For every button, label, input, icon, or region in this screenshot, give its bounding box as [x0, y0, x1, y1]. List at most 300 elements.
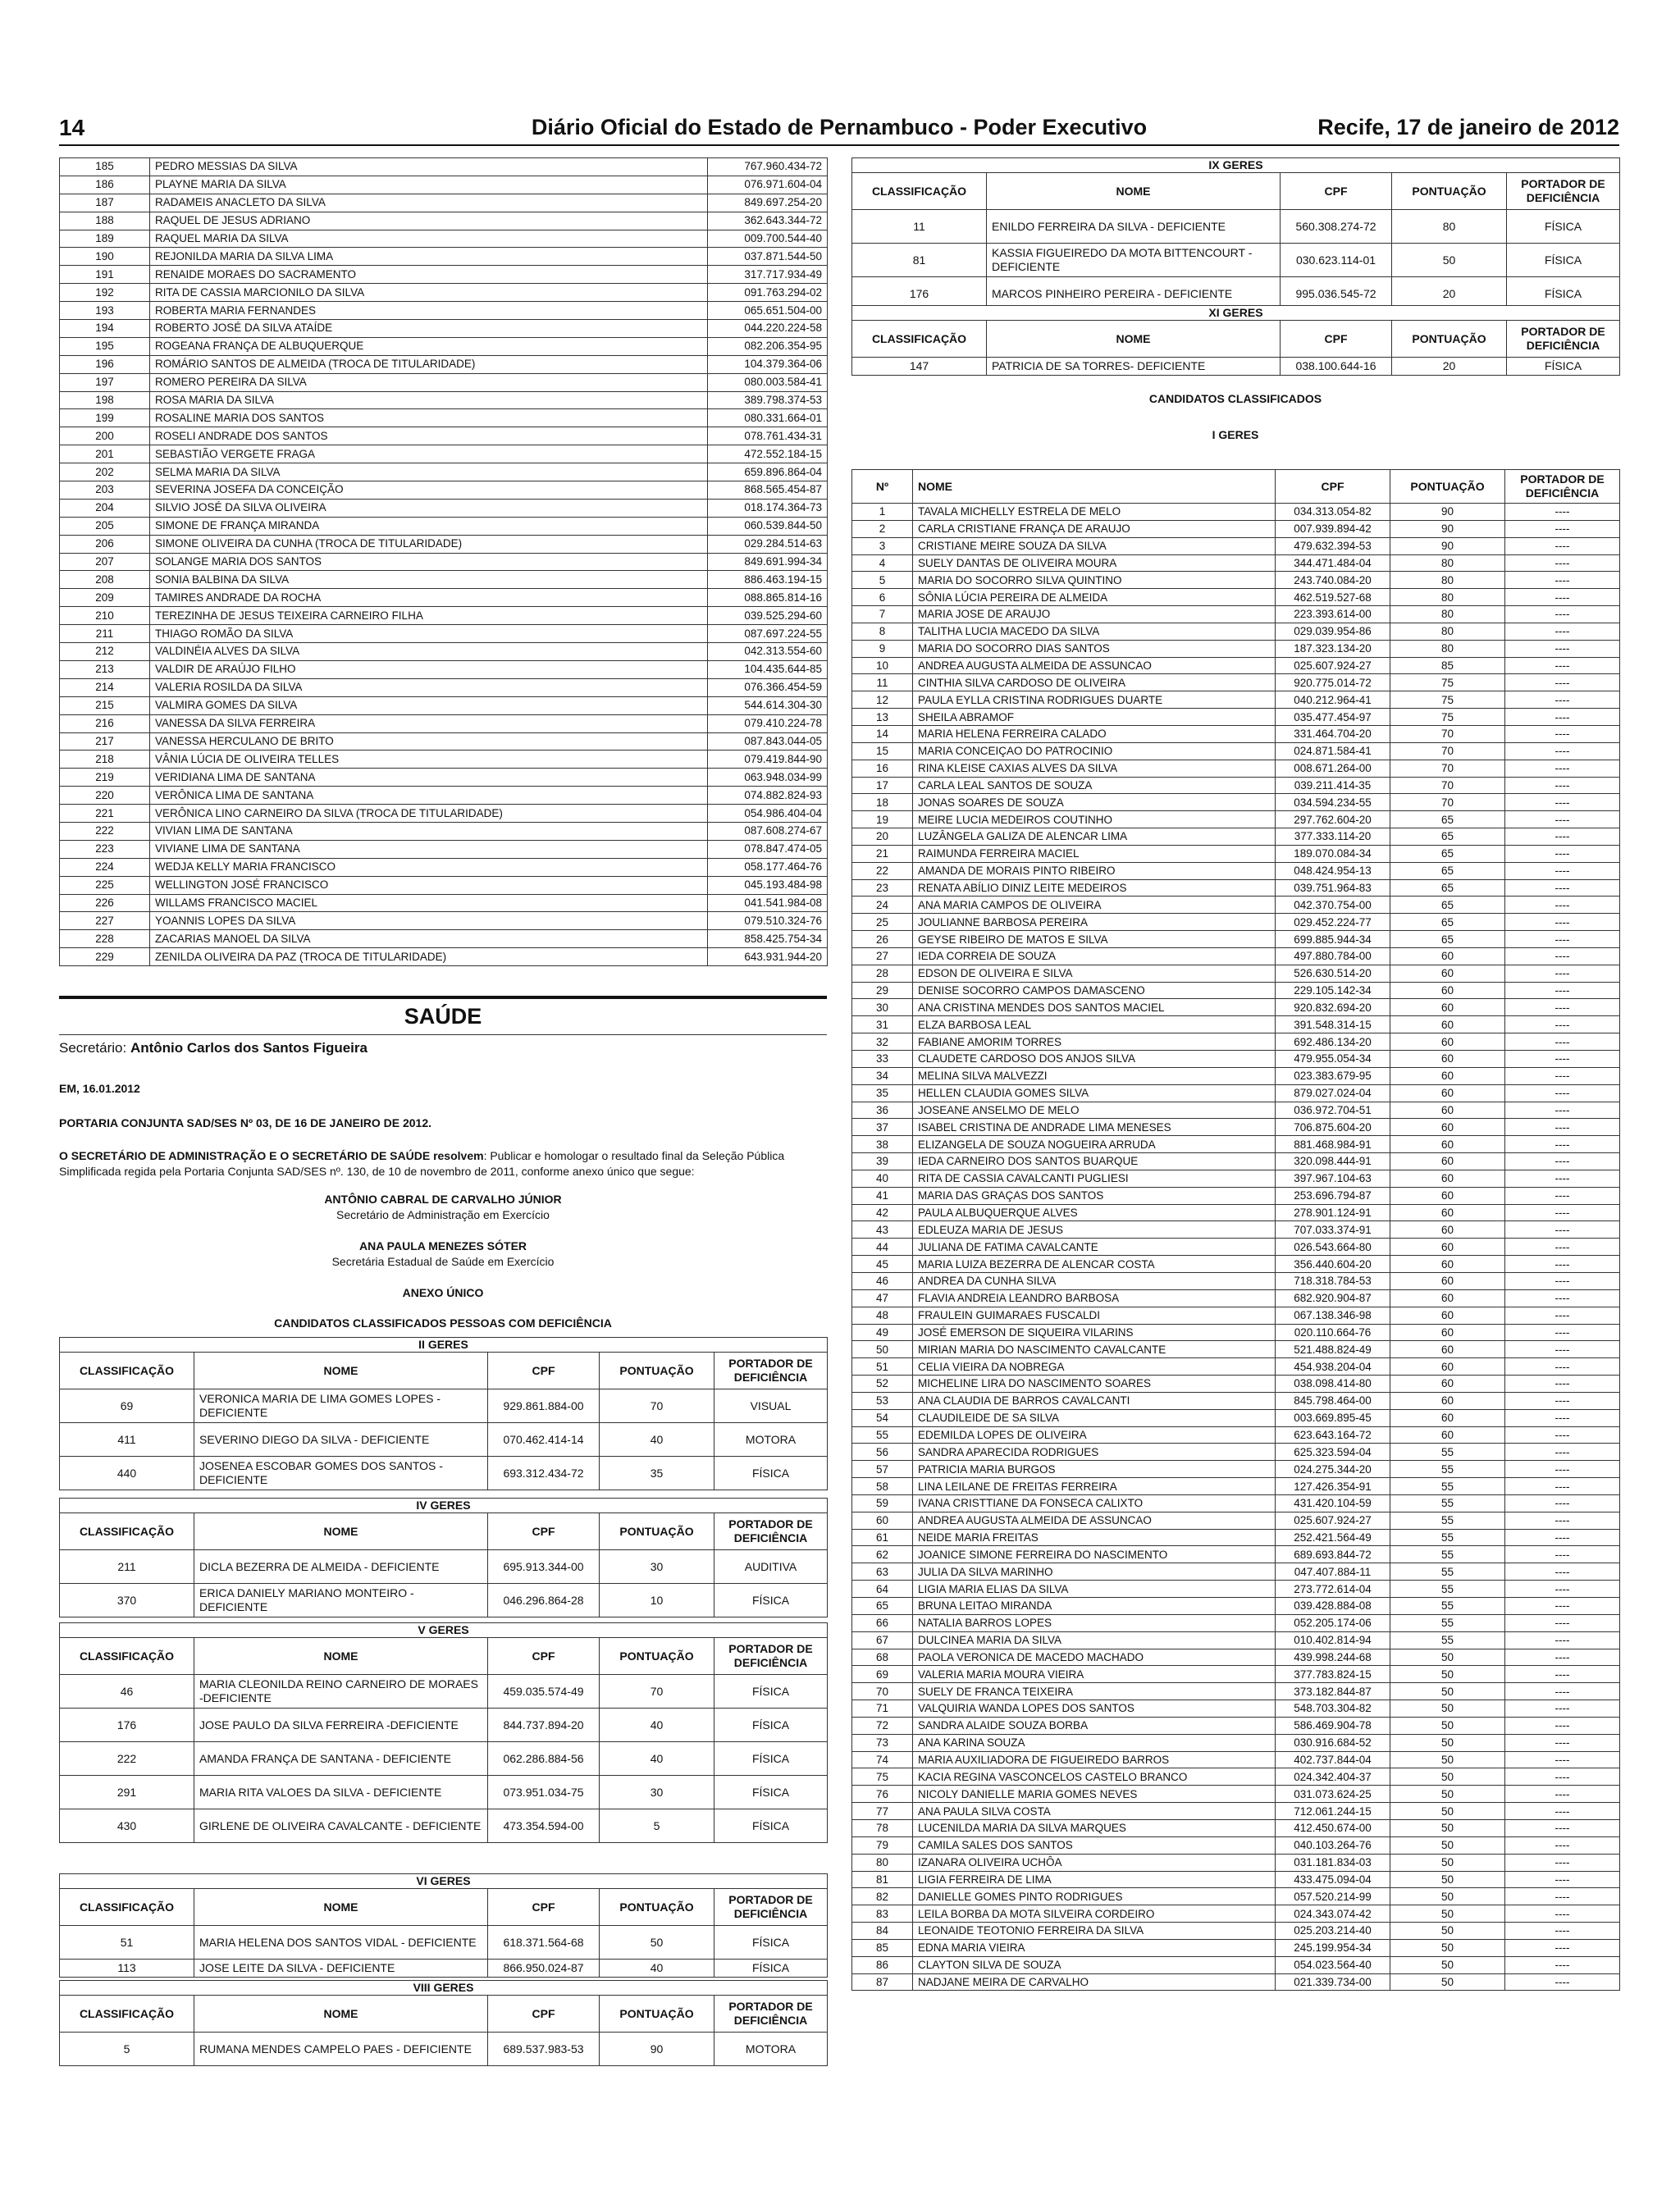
header-portador: PORTADOR DE DEFICIÊNCIA	[714, 1889, 828, 1926]
row-name: SONIA BALBINA DA SILVA	[150, 571, 708, 589]
row-portador: ----	[1505, 1239, 1620, 1256]
header-pontuacao: PONTUAÇÃO	[600, 1889, 714, 1926]
row-name: PEDRO MESSIAS DA SILVA	[150, 158, 708, 176]
row-name: VIVIAN LIMA DE SANTANA	[150, 822, 708, 840]
row-name: REJONILDA MARIA DA SILVA LIMA	[150, 248, 708, 266]
row-portador: ----	[1505, 1512, 1620, 1529]
pcd-title: CANDIDATOS CLASSIFICADOS PESSOAS COM DEFICIÊNCIA	[274, 1316, 612, 1330]
table-row	[852, 1084, 1620, 1102]
table-row	[852, 1581, 1620, 1598]
row-name: ROSALINE MARIA DOS SANTOS	[150, 409, 708, 427]
row-number: 49	[852, 1324, 913, 1341]
row-portador: ----	[1505, 1204, 1620, 1221]
row-name: AMANDA FRANÇA DE SANTANA - DEFICIENTE	[194, 1742, 488, 1776]
row-portador: ----	[1505, 914, 1620, 931]
geres-title: IV GERES	[60, 1499, 828, 1513]
row-number: 17	[852, 777, 913, 794]
row-cpf: 082.206.354-95	[708, 337, 828, 355]
row-portador: FÍSICA	[714, 1809, 828, 1843]
row-number: 71	[852, 1700, 913, 1718]
row-portador: ----	[1505, 1581, 1620, 1598]
table-row	[852, 1376, 1620, 1393]
row-number: 15	[852, 742, 913, 760]
row-number: 39	[852, 1153, 913, 1170]
row-pontuacao: 50	[1390, 1854, 1505, 1871]
row-cpf: 297.762.604-20	[1276, 811, 1390, 828]
row-number: 86	[852, 1956, 913, 1973]
table-row	[60, 894, 828, 912]
row-number: 206	[60, 535, 150, 553]
row-pontuacao: 60	[1390, 1067, 1505, 1084]
row-number: 194	[60, 320, 150, 338]
row-cpf: 024.343.074-42	[1276, 1905, 1390, 1923]
table-row	[60, 535, 828, 553]
row-cpf: 003.669.895-45	[1276, 1409, 1390, 1426]
row-name: JONAS SOARES DE SOUZA	[913, 794, 1276, 811]
row-pontuacao: 50	[1390, 1819, 1505, 1836]
row-name: ANA CRISTINA MENDES DOS SANTOS MACIEL	[913, 999, 1276, 1016]
row-name: VÂNIA LÚCIA DE OLIVEIRA TELLES	[150, 751, 708, 769]
row-pontuacao: 85	[1390, 657, 1505, 674]
table-row	[60, 445, 828, 463]
geres-table	[851, 305, 1620, 376]
table-row	[60, 1926, 828, 1960]
table-row	[852, 1478, 1620, 1495]
table-header	[60, 1889, 828, 1926]
table-row	[60, 840, 828, 858]
row-portador: ----	[1505, 777, 1620, 794]
row-number: 38	[852, 1136, 913, 1153]
header-nome: NOME	[987, 321, 1281, 358]
row-number: 58	[852, 1478, 913, 1495]
row-name: ANA KARINA SOUZA	[913, 1734, 1276, 1751]
row-name: VALQUIRIA WANDA LOPES DOS SANTOS	[913, 1700, 1276, 1718]
row-cpf: 065.651.504-00	[708, 302, 828, 320]
row-portador: FÍSICA	[1507, 277, 1620, 311]
table-row	[60, 858, 828, 876]
geres-title-row	[60, 1981, 828, 1996]
row-pontuacao: 50	[1390, 1666, 1505, 1683]
row-cpf: 024.275.344-20	[1276, 1461, 1390, 1478]
row-pontuacao: 55	[1390, 1512, 1505, 1529]
row-portador: ----	[1505, 691, 1620, 709]
row-portador: ----	[1505, 1751, 1620, 1768]
geres-title-row	[852, 306, 1620, 321]
header-classificacao: CLASSIFICAÇÃO	[60, 1889, 194, 1926]
row-cpf: 767.960.434-72	[708, 158, 828, 176]
row-portador: ----	[1505, 1289, 1620, 1307]
row-cpf: 087.697.224-55	[708, 625, 828, 643]
row-name: MARIA DAS GRAÇAS DOS SANTOS	[913, 1187, 1276, 1204]
row-cpf: 024.342.404-37	[1276, 1768, 1390, 1786]
row-cpf: 712.061.244-15	[1276, 1803, 1390, 1820]
row-name: TALITHA LUCIA MACEDO DA SILVA	[913, 623, 1276, 640]
row-cpf: 718.318.784-53	[1276, 1272, 1390, 1289]
row-pontuacao: 50	[1390, 1768, 1505, 1786]
row-pontuacao: 55	[1390, 1546, 1505, 1563]
row-pontuacao: 70	[600, 1389, 714, 1423]
row-portador: ----	[1505, 725, 1620, 742]
date-line: EM, 16.01.2012	[59, 1082, 140, 1095]
row-name: CLAYTON SILVA DE SOUZA	[913, 1956, 1276, 1973]
list-left-table	[59, 157, 828, 966]
row-pontuacao: 55	[1390, 1631, 1505, 1649]
row-pontuacao: 55	[1390, 1581, 1505, 1598]
row-name: PLAYNE MARIA DA SILVA	[150, 176, 708, 194]
table-row	[852, 210, 1620, 244]
row-cpf: 389.798.374-53	[708, 391, 828, 409]
table-row	[852, 845, 1620, 862]
signatory-2-name: ANA PAULA MENEZES SÓTER	[358, 1239, 527, 1252]
table-row	[60, 1809, 828, 1843]
table-row	[852, 640, 1620, 657]
table-row	[60, 176, 828, 194]
row-number: 5	[852, 572, 913, 589]
row-portador: ----	[1505, 1307, 1620, 1324]
table-row	[852, 520, 1620, 537]
row-portador: ----	[1505, 1051, 1620, 1068]
row-name: ZACARIAS MANOEL DA SILVA	[150, 930, 708, 948]
header-pontuacao: PONTUAÇÃO	[600, 1353, 714, 1389]
row-name: ROBERTA MARIA FERNANDES	[150, 302, 708, 320]
row-name: PAOLA VERONICA DE MACEDO MACHADO	[913, 1649, 1276, 1666]
row-name: JOULIANNE BARBOSA PEREIRA	[913, 914, 1276, 931]
page-header	[59, 115, 1619, 146]
row-pontuacao: 50	[600, 1926, 714, 1960]
row-number: 81	[852, 1871, 913, 1888]
row-cpf: 526.630.514-20	[1276, 965, 1390, 982]
table-row	[852, 1341, 1620, 1358]
signatory-1-role: Secretário de Administração em Exercício	[336, 1208, 550, 1221]
row-cpf: 920.832.694-20	[1276, 999, 1390, 1016]
header-cpf: CPF	[1281, 321, 1392, 358]
row-pontuacao: 90	[1390, 504, 1505, 521]
row-cpf: 029.452.224-77	[1276, 914, 1390, 931]
row-number: 28	[852, 965, 913, 982]
row-cpf: 391.548.314-15	[1276, 1016, 1390, 1033]
row-cpf: 018.174.364-73	[708, 499, 828, 517]
table-row	[852, 537, 1620, 554]
row-portador: ----	[1505, 1700, 1620, 1718]
row-number: 61	[852, 1529, 913, 1546]
row-cpf: 459.035.574-49	[488, 1675, 600, 1709]
row-portador: ----	[1505, 572, 1620, 589]
row-cpf: 024.871.584-41	[1276, 742, 1390, 760]
row-cpf: 187.323.134-20	[1276, 640, 1390, 657]
table-row	[60, 230, 828, 248]
row-cpf: 079.419.844-90	[708, 751, 828, 769]
row-number: 3	[852, 537, 913, 554]
row-portador: ----	[1505, 1102, 1620, 1119]
table-row	[60, 463, 828, 481]
table-row	[60, 391, 828, 409]
row-name: CRISTIANE MEIRE SOUZA DA SILVA	[913, 537, 1276, 554]
row-pontuacao: 65	[1390, 914, 1505, 931]
row-pontuacao: 70	[1390, 794, 1505, 811]
row-cpf: 548.703.304-82	[1276, 1700, 1390, 1718]
table-row	[852, 1529, 1620, 1546]
row-pontuacao: 50	[1390, 1871, 1505, 1888]
geres-table	[59, 1873, 828, 1978]
table-row	[60, 1742, 828, 1776]
row-number: 41	[852, 1187, 913, 1204]
row-cpf: 462.519.527-68	[1276, 589, 1390, 606]
row-number: 27	[852, 947, 913, 965]
row-cpf: 021.339.734-00	[1276, 1973, 1390, 1991]
table-row	[852, 1854, 1620, 1871]
table-row	[852, 1786, 1620, 1803]
row-cpf: 052.205.174-06	[1276, 1614, 1390, 1631]
table-row	[60, 643, 828, 661]
table-row	[852, 1016, 1620, 1033]
row-cpf: 431.420.104-59	[1276, 1494, 1390, 1512]
header-cpf: CPF	[488, 1889, 600, 1926]
row-cpf: 048.424.954-13	[1276, 862, 1390, 879]
section-heading-saude: SAÚDE	[404, 1004, 482, 1029]
row-cpf: 858.425.754-34	[708, 930, 828, 948]
table-row	[60, 751, 828, 769]
row-portador: ----	[1505, 1563, 1620, 1581]
table-row	[852, 1051, 1620, 1068]
table-row	[60, 266, 828, 284]
row-name: EDNA MARIA VIEIRA	[913, 1939, 1276, 1956]
row-pontuacao: 20	[1392, 277, 1507, 311]
row-cpf: 659.896.864-04	[708, 463, 828, 481]
row-pontuacao: 50	[1390, 1939, 1505, 1956]
row-name: MIRIAN MARIA DO NASCIMENTO CAVALCANTE	[913, 1341, 1276, 1358]
row-name: MELINA SILVA MALVEZZI	[913, 1067, 1276, 1084]
row-portador: ----	[1505, 1871, 1620, 1888]
row-name: VERÔNICA LIMA DE SANTANA	[150, 787, 708, 805]
row-number: 48	[852, 1307, 913, 1324]
row-number: 224	[60, 858, 150, 876]
row-name: RUMANA MENDES CAMPELO PAES - DEFICIENTE	[194, 2033, 488, 2066]
signatory-1-name: ANTÔNIO CABRAL DE CARVALHO JÚNIOR	[324, 1193, 562, 1206]
table-row	[852, 1358, 1620, 1376]
row-pontuacao: 75	[1390, 674, 1505, 691]
row-number: 53	[852, 1392, 913, 1409]
table-row	[60, 194, 828, 212]
row-cpf: 433.475.094-04	[1276, 1871, 1390, 1888]
row-portador: ----	[1505, 1666, 1620, 1683]
header-classificacao: CLASSIFICAÇÃO	[60, 1638, 194, 1675]
row-number: 26	[852, 931, 913, 948]
row-pontuacao: 60	[1390, 965, 1505, 982]
row-pontuacao: 60	[1390, 947, 1505, 965]
table-row	[852, 1751, 1620, 1768]
row-name: MARIA DO SOCORRO DIAS SANTOS	[913, 640, 1276, 657]
row-portador: ----	[1505, 828, 1620, 846]
row-name: GEYSE RIBEIRO DE MATOS E SILVA	[913, 931, 1276, 948]
row-cpf: 920.775.014-72	[1276, 674, 1390, 691]
table-row	[852, 1170, 1620, 1187]
row-name: DICLA BEZERRA DE ALMEIDA - DEFICIENTE	[194, 1550, 488, 1584]
row-name: LIGIA FERREIRA DE LIMA	[913, 1871, 1276, 1888]
row-cpf: 034.313.054-82	[1276, 504, 1390, 521]
row-name: MARIA DO SOCORRO SILVA QUINTINO	[913, 572, 1276, 589]
row-name: RENATA ABÍLIO DINIZ LEITE MEDEIROS	[913, 879, 1276, 897]
row-name: CELIA VIEIRA DA NOBREGA	[913, 1358, 1276, 1376]
row-portador: ----	[1505, 1358, 1620, 1376]
row-cpf: 560.308.274-72	[1281, 210, 1392, 244]
row-portador: ----	[1505, 554, 1620, 572]
row-name: CARLA LEAL SANTOS DE SOUZA	[913, 777, 1276, 794]
row-cpf: 036.972.704-51	[1276, 1102, 1390, 1119]
row-number: 23	[852, 879, 913, 897]
row-pontuacao: 60	[1390, 1239, 1505, 1256]
row-portador: ----	[1505, 504, 1620, 521]
row-cpf: 073.951.034-75	[488, 1776, 600, 1809]
row-pontuacao: 60	[1390, 1307, 1505, 1324]
i-geres-table	[851, 469, 1620, 1991]
row-pontuacao: 40	[600, 1709, 714, 1742]
row-cpf: 373.182.844-87	[1276, 1683, 1390, 1700]
row-portador: ----	[1505, 623, 1620, 640]
row-cpf: 046.296.864-28	[488, 1584, 600, 1617]
row-number: 55	[852, 1426, 913, 1444]
row-number: 9	[852, 640, 913, 657]
row-cpf: 689.693.844-72	[1276, 1546, 1390, 1563]
row-portador: ----	[1505, 674, 1620, 691]
row-name: VANESSA HERCULANO DE BRITO	[150, 732, 708, 751]
row-cpf: 317.717.934-49	[708, 266, 828, 284]
row-portador: ----	[1505, 1717, 1620, 1734]
row-name: WEDJA KELLY MARIA FRANCISCO	[150, 858, 708, 876]
row-pontuacao: 90	[1390, 537, 1505, 554]
row-name: MEIRE LUCIA MEDEIROS COUTINHO	[913, 811, 1276, 828]
row-cpf: 929.861.884-00	[488, 1389, 600, 1423]
row-name: LINA LEILANE DE FREITAS FERREIRA	[913, 1478, 1276, 1495]
row-pontuacao: 65	[1390, 845, 1505, 862]
geres-table	[59, 1622, 828, 1843]
table-row	[852, 1717, 1620, 1734]
table-row	[852, 931, 1620, 948]
row-number: 215	[60, 696, 150, 714]
row-cpf: 074.882.824-93	[708, 787, 828, 805]
row-pontuacao: 50	[1390, 1683, 1505, 1700]
row-name: DANIELLE GOMES PINTO RODRIGUES	[913, 1888, 1276, 1905]
row-name: FLAVIA ANDREIA LEANDRO BARBOSA	[913, 1289, 1276, 1307]
row-cpf: 849.697.254-20	[708, 194, 828, 212]
row-portador: ----	[1505, 1324, 1620, 1341]
row-cpf: 010.402.814-94	[1276, 1631, 1390, 1649]
row-number: 31	[852, 1016, 913, 1033]
row-pontuacao: 40	[600, 1960, 714, 1978]
row-cpf: 625.323.594-04	[1276, 1444, 1390, 1461]
row-name: ROSELI ANDRADE DOS SANTOS	[150, 427, 708, 445]
row-name: PAULA EYLLA CRISTINA RODRIGUES DUARTE	[913, 691, 1276, 709]
table-row	[60, 553, 828, 571]
table-row	[60, 589, 828, 607]
row-name: ROSA MARIA DA SILVA	[150, 391, 708, 409]
classificados-title: CANDIDATOS CLASSIFICADOS	[1148, 392, 1322, 405]
table-row	[852, 1307, 1620, 1324]
header-portador: PORTADOR DE DEFICIÊNCIA	[714, 1996, 828, 2033]
table-row	[852, 606, 1620, 623]
row-pontuacao: 50	[1390, 1751, 1505, 1768]
table-row	[60, 409, 828, 427]
row-pontuacao: 30	[600, 1550, 714, 1584]
row-name: RENAIDE MORAES DO SACRAMENTO	[150, 266, 708, 284]
row-cpf: 025.607.924-27	[1276, 1512, 1390, 1529]
row-pontuacao: 50	[1390, 1700, 1505, 1718]
table-row	[852, 999, 1620, 1016]
row-number: 210	[60, 607, 150, 625]
table-row	[852, 1444, 1620, 1461]
row-classificacao: 46	[60, 1675, 194, 1709]
table-row	[60, 678, 828, 696]
row-name: HELLEN CLAUDIA GOMES SILVA	[913, 1084, 1276, 1102]
table-row	[852, 879, 1620, 897]
table-row	[852, 1836, 1620, 1854]
row-portador: MOTORA	[714, 2033, 828, 2066]
table-row	[852, 589, 1620, 606]
row-number: 51	[852, 1358, 913, 1376]
row-number: 33	[852, 1051, 913, 1068]
row-pontuacao: 65	[1390, 879, 1505, 897]
row-name: SUELY DANTAS DE OLIVEIRA MOURA	[913, 554, 1276, 572]
row-number: 200	[60, 427, 150, 445]
header-nome: NOME	[194, 1513, 488, 1550]
row-portador: ----	[1505, 1392, 1620, 1409]
row-name: VERÔNICA LINO CARNEIRO DA SILVA (TROCA DE TITULARIDADE)	[150, 805, 708, 823]
row-pontuacao: 60	[1390, 1084, 1505, 1102]
row-name: RITA DE CASSIA MARCIONILO DA SILVA	[150, 284, 708, 302]
row-number: 188	[60, 212, 150, 230]
row-name: KACIA REGINA VASCONCELOS CASTELO BRANCO	[913, 1768, 1276, 1786]
row-cpf: 031.073.624-25	[1276, 1786, 1390, 1803]
row-cpf: 007.939.894-42	[1276, 520, 1390, 537]
row-cpf: 320.098.444-91	[1276, 1153, 1390, 1170]
table-row	[60, 1709, 828, 1742]
row-number: 63	[852, 1563, 913, 1581]
row-number: 219	[60, 769, 150, 787]
row-number: 6	[852, 589, 913, 606]
table-row	[852, 1033, 1620, 1051]
row-cpf: 868.565.454-87	[708, 481, 828, 500]
row-cpf: 127.426.354-91	[1276, 1478, 1390, 1495]
row-number: 40	[852, 1170, 913, 1187]
row-number: 222	[60, 822, 150, 840]
geres-title-row	[60, 1499, 828, 1513]
row-number: 1	[852, 504, 913, 521]
row-classificacao: 11	[852, 210, 987, 244]
row-portador: FÍSICA	[714, 1584, 828, 1617]
row-number: 59	[852, 1494, 913, 1512]
row-number: 189	[60, 230, 150, 248]
table-row	[852, 897, 1620, 914]
row-name: ERICA DANIELY MARIANO MONTEIRO - DEFICIENTE	[194, 1584, 488, 1617]
section-rule	[59, 996, 827, 999]
table-row	[852, 794, 1620, 811]
row-name: SEVERINA JOSEFA DA CONCEIÇÃO	[150, 481, 708, 500]
row-portador: ----	[1505, 897, 1620, 914]
row-portador: FÍSICA	[714, 1457, 828, 1490]
row-name: JOANICE SIMONE FERREIRA DO NASCIMENTO	[913, 1546, 1276, 1563]
table-row	[60, 2033, 828, 2066]
row-portador: ----	[1505, 931, 1620, 948]
row-portador: ----	[1505, 606, 1620, 623]
table-row	[852, 742, 1620, 760]
row-cpf: 057.520.214-99	[1276, 1888, 1390, 1905]
row-name: MARIA AUXILIADORA DE FIGUEIREDO BARROS	[913, 1751, 1276, 1768]
publication-date: Recife, 17 de janeiro de 2012	[1317, 115, 1619, 139]
row-name: PATRICIA MARIA BURGOS	[913, 1461, 1276, 1478]
table-row	[852, 1649, 1620, 1666]
row-cpf: 087.843.044-05	[708, 732, 828, 751]
row-pontuacao: 60	[1390, 1119, 1505, 1136]
row-number: 204	[60, 499, 150, 517]
